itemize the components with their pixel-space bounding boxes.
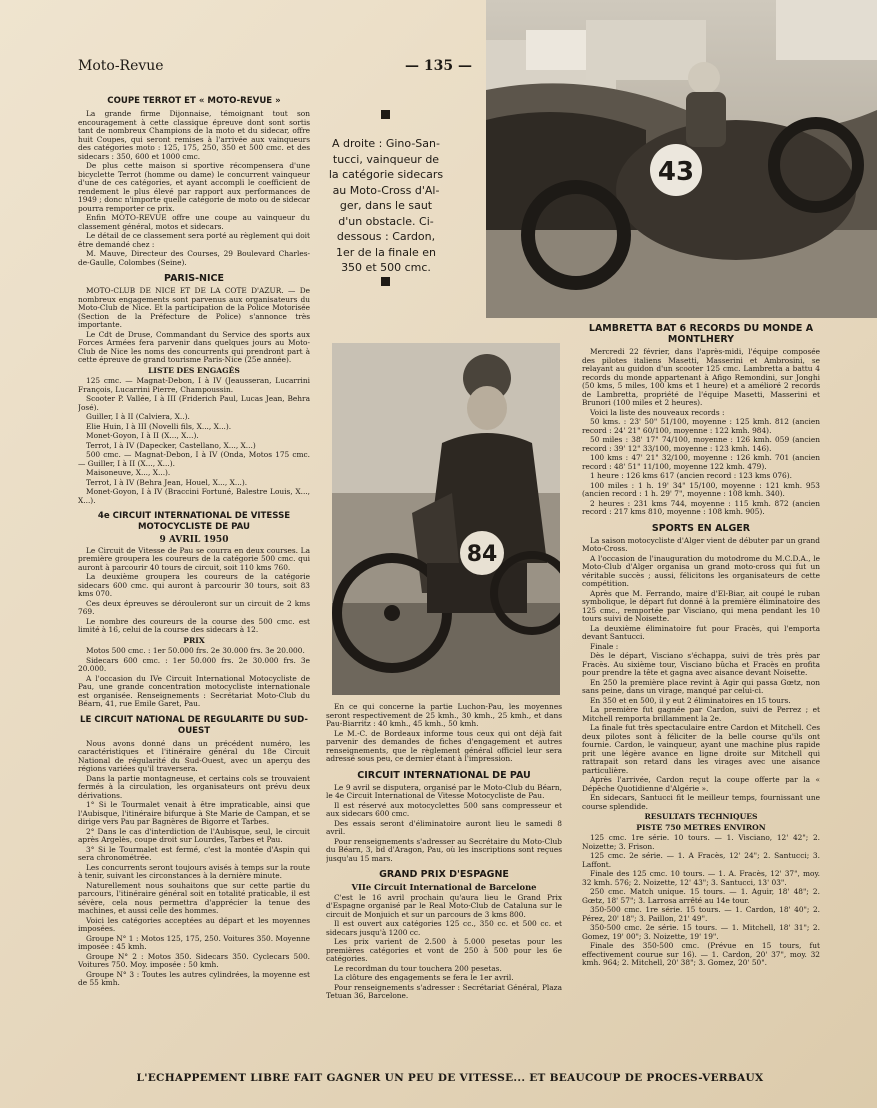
caption-line: dessous : Cardon,: [336, 230, 436, 243]
result-line: 250 cmc. Match unique. 15 tours. — 1. Aguir, 18' 48"; 2. Gœtz, 18' 57"; 3. Larrosa arrêté au 14e tour.: [582, 887, 820, 905]
paragraph: Groupe N° 3 : Toutes les autres cylindrées, la moyenne est de 55 kmh.: [78, 969, 310, 987]
results-title: RESULTATS TECHNIQUES: [644, 812, 758, 821]
list-item: Terrot, I à IV (Dapecker, Castellano, X..., X...): [86, 440, 256, 450]
paragraph: Le M.-C. de Bordeaux informe tous ceux qui ont déjà fait parvenir des demandes de fiches d'engagement et autres renseignements, que le règlement général officiel leur sera adressé sous peu, ce dernier étant à l'impression.: [326, 728, 562, 763]
record-line: 50 kms. : 23' 50" 51/100, moyenne : 125 kmh. 812 (ancien record : 24' 21" 60/100, moyenne : 122 kmh. 984).: [582, 417, 820, 435]
paragraph: 2° Dans le cas d'interdiction de l'Aubisque, seul, le circuit après Argelès, coupe droit sur Lourdes, Tarbes et Pau.: [78, 826, 310, 844]
caption-line: la catégorie sidecars: [328, 168, 444, 181]
pau-date: 9 AVRIL 1950: [159, 535, 229, 545]
record-line: 1 heure : 126 kms 617 (ancien record : 123 kms 076).: [590, 471, 792, 480]
paragraph: Voici les catégories acceptées au départ et les moyennes imposées.: [78, 915, 310, 933]
footer-slogan: L'ECHAPPEMENT LIBRE FAIT GAGNER UN PEU DE VITESSE... ET BEAUCOUP DE PROCES-VERBAUX: [136, 1072, 764, 1084]
engages-title: LISTE DES ENGAGÉS: [148, 365, 240, 375]
list-item: Maisoneuve, X..., X...).: [86, 468, 171, 477]
paragraph: De plus cette maison si sportive récompensera d'une bicyclette Terrot (homme ou dame) le concurrent vainqueur d'une de ces catégories, et ayant accompli le coefficient de rendement le plus élevé par rapport aux performances de 1949 ; donc n'importe quelle catégorie de moto ou de sidecar pourra remporter ce prix.: [78, 161, 310, 213]
paragraph: Nous avons donné dans un précédent numéro, les caractéristiques et l'itinéraire général du 18e Circuit National de régularité du Sud-Ouest, avec un aperçu des régions variées qu'il traversera.: [78, 738, 310, 773]
caption-line: 1er de la finale en: [335, 245, 437, 259]
coupe-terrot-body: [78, 110, 310, 267]
result-line: Finale des 350-500 cmc. (Prévue en 15 tours, fut effectivement courue sur 16). — 1. Cardon, 20' 37", moy. 32 kmh. 964; 2. Mitchell, 20' 38"; 3. Gomez, 20' 50".: [582, 941, 820, 967]
record-line: 50 miles : 38' 17" 74/100, moyenne : 126 kmh. 059 (ancien record : 39' 12" 33/100, moyenne : 123 kmh. 146).: [582, 435, 820, 453]
paragraph: Finale :: [590, 641, 619, 651]
list-item: Scooter P. Vallée, I à III (Friderich Paul, Lucas Jean, Behra José).: [78, 394, 310, 412]
paragraph: Pour renseignements s'adresser : Secrétariat Général, Plaza Tetuan 36, Barcelone.: [326, 982, 562, 1000]
regularite-title: LE CIRCUIT NATIONAL DE REGULARITE DU SUD-OUEST: [80, 714, 308, 736]
paragraph: La saison motocycliste d'Alger vient de débuter par un grand Moto-Cross.: [582, 535, 820, 553]
pau-circuit-title: 4e CIRCUIT INTERNATIONAL DE VITESSE MOTOCYCLISTE DE PAU: [97, 511, 291, 532]
coupe-terrot-title: COUPE TERROT ET « MOTO-REVUE »: [107, 96, 281, 106]
paragraph: Mercredi 22 février, dans l'après-midi, l'équipe composée des pilotes italiens Masetti, Masserini et Ambrosini, se relayant au guidon d'un scooter 125 cmc. Lambretta a battu 4 records du monde appartenant à Afigo Remondini, sur Jonghi (50 kms, 5 miles, 100 kms et 1 heure) et a amélioré 2 records de Lambretta, propriété de l'équipe Masetti, Masserini et Brunori (100 miles et 2 heures).: [582, 347, 820, 407]
list-item: Terrot, I à IV (Behra Jean, Houel, X..., X...).: [86, 477, 248, 487]
caption-line: A droite : Gino-San-: [332, 137, 440, 150]
paragraph: Le détail de ce classement sera porté au règlement qui doit être demandé chez :: [78, 231, 310, 249]
record-line: 100 miles : 1 h. 19' 34" 15/100, moyenne : 121 kmh. 953 (ancien record : 1 h. 29' 7", moyenne : 108 kmh. 340).: [582, 480, 820, 498]
caption-line: au Moto-Cross d'Al-: [332, 183, 440, 197]
list-item: 500 cmc. — Magnat-Debon, I à IV (Onda, Motos 175 cmc. — Guiller, I à II (X..., X...).: [78, 450, 310, 468]
prix-title: PRIX: [183, 635, 205, 645]
paragraph: Enfin MOTO-REVUE offre une coupe au vainqueur du classement général, motos et sidecars.: [78, 213, 310, 231]
paragraph: Naturellement nous souhaitons que sur cette partie du parcours, l'itinéraire général soit en totalité praticable, il est sévère, cela nous permettra d'apprécier la tenue des machines, et aussi celle des hommes.: [78, 880, 310, 915]
paragraph: Le 9 avril se disputera, organisé par le Moto-Club du Béarn, le 4e Circuit International de Vitesse Motocycliste de Pau.: [326, 782, 562, 800]
paragraph: La deuxième groupera les coureurs de la catégorie sidecars 600 cmc. qui auront à parcourir 30 tours, soit 83 kms 070.: [78, 572, 310, 598]
caption-line: ger, dans le saut: [339, 199, 433, 212]
paragraph: Le Circuit de Vitesse de Pau se courra en deux courses. La première groupera les coureurs de la catégorie 500 cmc. qui auront à parcourir 40 tours de circuit, soit 110 kms 760.: [78, 545, 310, 572]
paragraph: Groupe N° 2 : Motos 350. Sidecars 350. Cyclecars 500. Voitures 750. Moy. imposée : 50 kmh.: [78, 951, 310, 969]
record-line: 100 kms : 47' 21" 32/100, moyenne : 126 kmh. 701 (ancien record : 48' 51" 11/100, moyenne 122 kmh. 479).: [582, 453, 820, 471]
paragraph: La deuxième éliminatoire fut pour Fracès, qui l'emporta devant Santucci.: [582, 623, 820, 641]
prize-line: Sidecars 600 cmc. : 1er 50.000 frs. 2e 30.000 frs. 3e 20.000.: [78, 655, 310, 673]
lambretta-title: LAMBRETTA BAT 6 RECORDS DU MONDE A MONTLHERY: [588, 323, 814, 345]
sports-alger-title: SPORTS EN ALGER: [651, 522, 751, 534]
result-line: 350-500 cmc. 1re série. 15 tours. — 1. Cardon, 18' 40"; 2. Pérez, 20' 18"; 3. Paillon, 21' 49".: [582, 905, 820, 923]
sidecar-race-number: 43: [657, 157, 695, 187]
column-left: [78, 94, 310, 1064]
rider-race-number: 84: [466, 542, 498, 567]
paragraph: 3° Si le Tourmalet est fermé, c'est la montée d'Aspin qui sera chronométrée.: [78, 844, 310, 862]
paragraph: La première fut gagnée par Cardon, suivi de Perrez ; et Mitchell remporta brillamment la 2e.: [582, 705, 820, 723]
paragraph: Le Cdt de Druse, Commandant du Service des sports aux Forces Armées fera parvenir dans quelques jours au Moto-Club de Nice les noms des concurrents qui prendront part à cette épreuve de grand tourisme Paris-Nice (25e année).: [78, 329, 310, 364]
paragraph: La clôture des engagements se fera le 1er avril.: [334, 973, 514, 982]
rider-photo: [332, 343, 560, 695]
paragraph: Après que M. Ferrando, maire d'El-Biar, ait coupé le ruban symbolique, le départ fut donné à la première éliminatoire des 125 cmc., remportée par Visciano, qui mena pendant les 10 tours suivi de Noisette.: [582, 588, 820, 623]
prize-line: Motos 500 cmc. : 1er 50.000 frs. 2e 30.000 frs. 3e 20.000.: [86, 646, 305, 655]
magazine-title: Moto-Revue: [78, 58, 164, 74]
result-line: Finale des 125 cmc. 10 tours. — 1. A. Fracès, 12' 37", moy. 32 kmh. 576; 2. Noizette, 12' 43"; 3. Santucci, 13' 03".: [582, 869, 820, 887]
paragraph: Voici la liste des nouveaux records :: [590, 407, 725, 417]
list-item: Monet-Goyon, I à IV (Braccini Fortuné, Balestre Louis, X..., X...).: [78, 487, 310, 505]
paragraph: Le nombre des coureurs de la course des 500 cmc. est limité à 16, celui de la course des sidecars à 12.: [78, 616, 310, 634]
paragraph: Ces deux épreuves se dérouleront sur un circuit de 2 kms 769.: [78, 598, 310, 616]
paragraph: Les prix varient de 2.500 à 5.000 pesetas pour les premières catégories et vont de 250 à 500 pour les 6e catégories.: [326, 937, 562, 963]
paragraph: La finale fut très spectaculaire entre Cardon et Mitchell. Ces deux pilotes sont à féliciter de la belle course qu'ils ont fournie. Cardon, le vainqueur, ayant une machine plus rapide prit une légère avance en ligne droite sur Mitchell qui rattrapait son retard dans les virages avec une aisance particulière.: [582, 723, 820, 775]
caption-line: tucci, vainqueur de: [332, 152, 440, 166]
list-item: Elie Huin, I à III (Novelli fils, X..., X...).: [86, 421, 232, 431]
paris-nice-title: PARIS-NICE: [163, 273, 225, 284]
sidecar-photo: [486, 0, 877, 318]
paragraph: Dans la partie montagneuse, et certains cols se trouvaient fermés à la circulation, les organisateurs ont prévu deux dérivations.: [78, 773, 310, 800]
result-line: 125 cmc. 2e série. — 1. A Fracès, 12' 24"; 2. Santucci; 3. Laffont.: [582, 851, 820, 869]
paragraph: M. Mauve, Directeur des Courses, 29 Boulevard Charles-de-Gaulle, Colombes (Seine).: [78, 249, 310, 267]
column-middle: [326, 703, 562, 1064]
paragraph: Les concurrents seront toujours avisés à temps sur la route à tenir, suivant les circonstances à la dernière minute.: [78, 862, 310, 880]
paragraph: Pour renseignements s'adresser au Secrétaire du Moto-Club du Béarn, 3, bd d'Aragon, Pau, où les inscriptions sont reçues jusqu'au 15 mars.: [326, 836, 562, 863]
photo-caption: [322, 136, 450, 276]
bullet-square-top: [381, 110, 390, 119]
paragraph: MOTO-CLUB DE NICE ET DE LA COTE D'AZUR. — De nombreux engagements sont parvenus aux organisateurs du Moto-Club de Nice. Et la participation de la Police Motorisée (Section de la Préfecture de Police) s'annonce très importante.: [78, 286, 310, 329]
list-item: 125 cmc. — Magnat-Debon, I à IV (Jeausseran, Lucarrini François, Lucarrini Pierre, Champoussin.: [78, 376, 310, 394]
page-number: — 135 —: [405, 58, 472, 74]
paragraph: Le recordman du tour touchera 200 pesetas.: [334, 963, 502, 973]
paragraph: En 350 et en 500, il y eut 2 éliminatoires en 15 tours.: [590, 695, 791, 705]
paragraph: En 250 la première place revint à Agir qui passa Gœtz, non sans peine, dans un virage, manqué par celui-ci.: [582, 677, 820, 695]
caption-line: 350 et 500 cmc.: [341, 261, 431, 274]
paragraph: A l'occasion de l'inauguration du motodrome du M.C.D.A., le Moto-Club d'Alger organisa un grand moto-cross qui fut un véritable succès ; aussi, félicitons les organisateurs de cette compétition.: [582, 553, 820, 588]
bullet-square-bottom: [381, 277, 390, 286]
paragraph: Il est ouvert aux catégories 125 cc., 350 cc. et 500 cc. et sidecars jusqu'à 1200 cc.: [326, 919, 562, 937]
paragraph: La grande firme Dijonnaise, témoignant tout son encouragement à cette classique épreuve dont sont sortis tant de nombreux Champions de la moto et du sidecar, offre huit Coupes, qui seront remises à l'arrivée aux vainqueurs des catégories moto : 125, 175, 250, 350 et 500 cmc. et des sidecars : 350, 600 et 1000 cmc.: [78, 109, 310, 161]
paragraph: Il est réservé aux motocyclettes 500 sans compresseur et aux sidecars 600 cmc.: [326, 800, 562, 818]
result-line: 350-500 cmc. 2e série. 15 tours. — 1. Mitchell, 18' 31"; 2. Gomez, 19' 00"; 3. Noizette, 19' 19".: [582, 923, 820, 941]
paragraph: Des essais seront d'éliminatoire auront lieu le samedi 8 avril.: [326, 818, 562, 836]
caption-line: d'un obstacle. Ci-: [338, 214, 434, 228]
paragraph: En sidecars, Santucci fit le meilleur temps, fournissant une course splendide.: [582, 793, 820, 811]
paragraph: 1° Si le Tourmalet venait à être impraticable, ainsi que l'Aubisque, l'itinéraire bifurque à Ste Marie de Campan, et se dirige vers Pau par Bagnères de Bigorre et Tarbes.: [78, 800, 310, 826]
paragraph: Après l'arrivée, Cardon reçut la coupe offerte par la « Dépêche Quotidienne d'Algérie ».: [582, 775, 820, 793]
list-item: Guiller, I à II (Calviera, X..).: [86, 412, 190, 421]
barcelone-subtitle: VIIe Circuit International de Barcelone: [351, 882, 537, 892]
list-item: Monet-Goyon, I à II (X..., X...).: [86, 431, 199, 440]
paragraph: Dès le départ, Visciano s'échappa, suivi de très près par Fracès. Au sixième tour, Visciano bûcha et Fracès en profita pour prendre la tête et gagna avec aisance devant Noisette.: [582, 651, 820, 677]
record-line: 2 heures : 231 kms 744, moyenne : 115 kmh. 872 (ancien record : 217 kms 810, moyenne : 108 kmh. 905).: [582, 498, 820, 516]
paragraph: C'est le 16 avril prochain qu'aura lieu le Grand Prix d'Espagne organisé par le Real Moto-Club de Cataluna sur le circuit de Monjuich et sur un parcours de 3 kms 800.: [326, 892, 562, 919]
results-subtitle: PISTE 750 METRES ENVIRON: [636, 822, 766, 832]
result-line: 125 cmc. 1re série. 10 tours. — 1. Visciano, 12' 42"; 2. Noizette; 3. Frison.: [582, 833, 820, 851]
paragraph: En ce qui concerne la partie Luchon-Pau, les moyennes seront respectivement de 25 kmh., 30 kmh., 25 kmh., et dans Pau-Biarritz : 40 kmh., 45 kmh., 50 kmh.: [326, 703, 562, 728]
grand-prix-espagne-title: GRAND PRIX D'ESPAGNE: [379, 869, 509, 880]
paragraph: Groupe N° 1 : Motos 125, 175, 250. Voitures 350. Moyenne imposée : 45 kmh.: [78, 933, 310, 951]
paragraph: A l'occasion du IVe Circuit International Motocycliste de Pau, une grande concentration motocycliste internationale est organisée. Renseignements : Secrétariat Moto-Club du Béarn, 41, rue Emile Garet, Pau.: [78, 673, 310, 708]
column-right: [582, 323, 820, 1064]
circuit-pau-title: CIRCUIT INTERNATIONAL DE PAU: [357, 769, 531, 781]
